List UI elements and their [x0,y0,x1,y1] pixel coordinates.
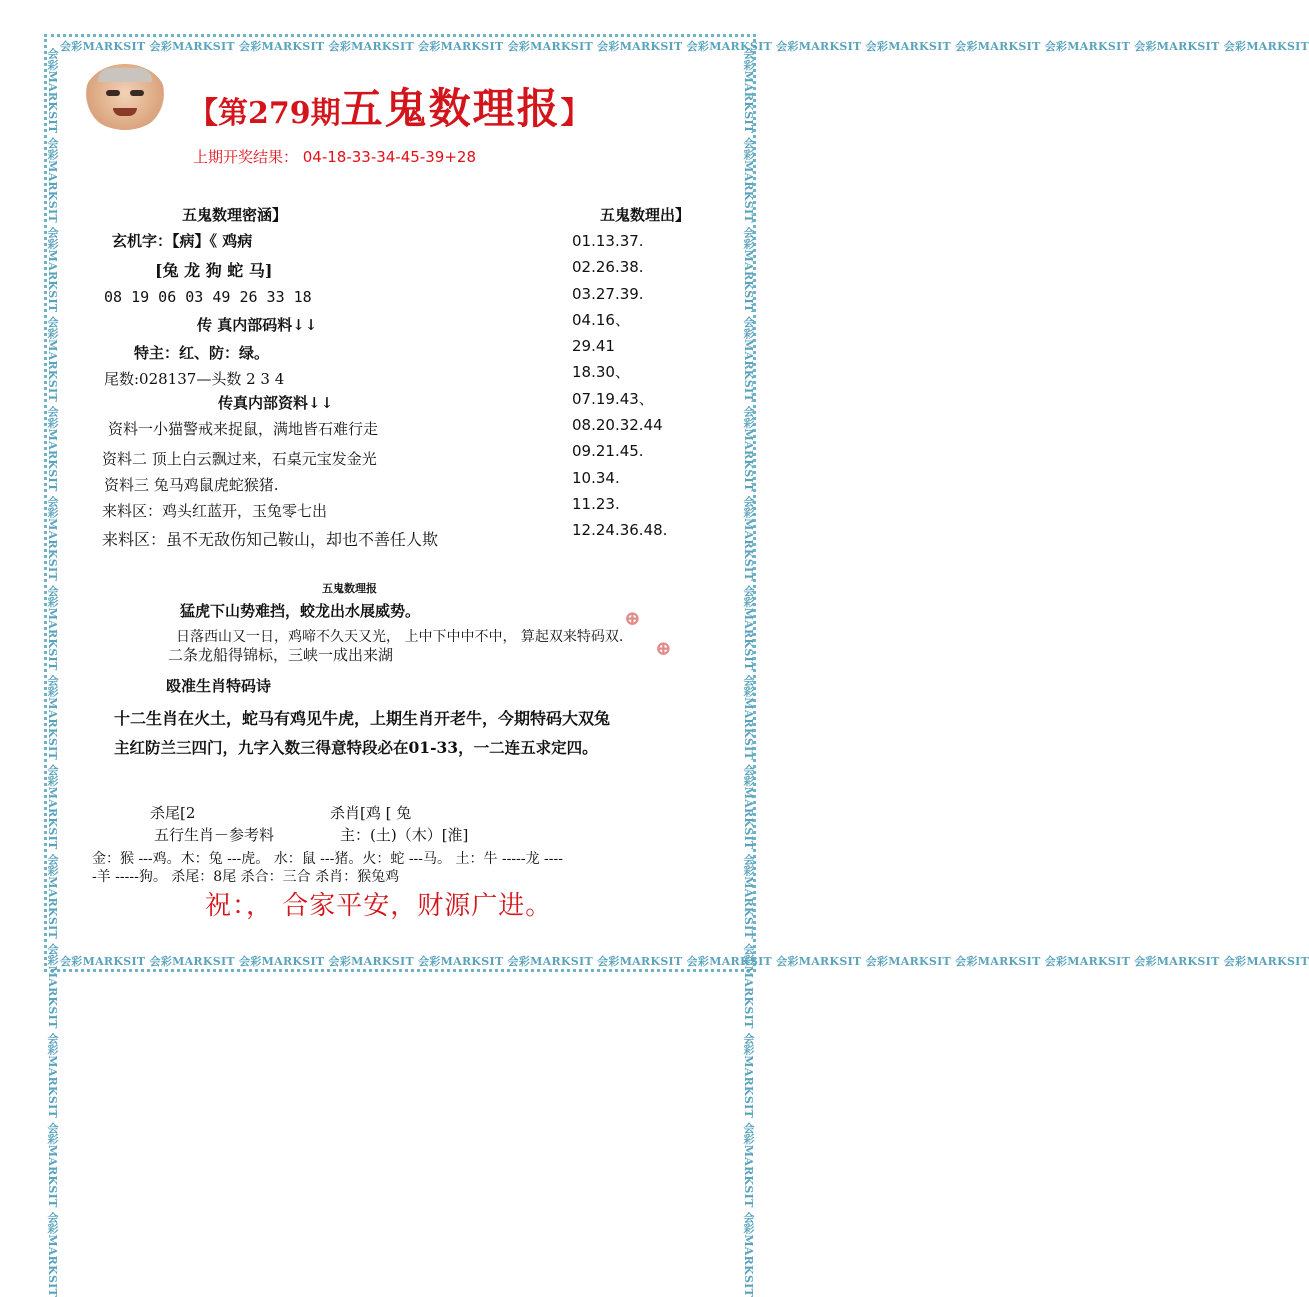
border-text-top: 会彩MARKSIT 会彩MARKSIT 会彩MARKSIT 会彩MARKSIT 会彩MARKSIT 会彩MARKSIT 会彩MARKSIT 会彩MARKSIT 会彩MARKSIT 会彩MARKSIT 会彩MARKSIT 会彩MARKSIT 会彩MARKSIT 会彩MARKSIT [60,40,1309,53]
elements-line-1: 金：猴 ---鸡。木：兔 ---虎。 水：鼠 ---猪。火：蛇 ---马。 土：牛 -----龙 ---- [92,851,563,867]
mystery-word: 玄机字：【病】《 鸡病 [112,232,253,250]
right-heading: 五鬼数理出】 [600,206,691,224]
info-2: 资料二 顶上白云飘过来，石桌元宝发金光 [102,450,377,468]
list-item: 07.19.43、 [572,389,654,408]
source-2: 来料区：虽不无敌伤知己鞍山，却也不善任人欺 [102,530,439,549]
special-color: 特主：红、防：绿。 [134,344,270,362]
kill-zodiac: 杀肖[鸡 [ 兔 [330,804,412,822]
fax-label-2: 传真内部资料↓↓ [218,394,334,412]
avatar [84,64,166,130]
list-item: 12.24.36.48. [572,521,668,540]
list-item: 10.34. [572,468,620,487]
list-item: 18.30、 [572,363,630,382]
list-item: 02.26.38. [572,258,644,277]
left-heading: 五鬼数理密涵】 [182,206,288,224]
poem-line-3: 二条龙船得锦标，三峡一成出来湖 [168,646,394,664]
main-element: 主：(土)（木）[淮] [340,826,469,844]
five-elements-label: 五行生肖－参考料 [154,826,275,844]
border-text-left: 会彩MARKSIT 会彩MARKSIT 会彩MARKSIT 会彩MARKSIT 会彩MARKSIT 会彩MARKSIT 会彩MARKSIT 会彩MARKSIT 会彩MARKSIT 会彩MARKSIT 会彩MARKSIT 会彩MARKSIT 会彩MARKSIT 会彩MARKSIT [46,48,59,1297]
source-1: 来料区：鸡头红蓝开，玉兔零七出 [102,502,328,520]
list-item: 08.20.32.44 [572,416,663,435]
number-list: 08 19 06 03 49 26 33 18 [104,288,312,306]
last-result: 上期开奖结果： 04-18-33-34-45-39+28 [193,148,477,166]
list-item: 29.41 [572,337,615,356]
zodiac-list: [兔 龙 狗 蛇 马] [155,261,273,280]
blessing: 祝：， 合家平安，财源广进。 [205,891,553,921]
stamp-mark: ⊕ [655,636,672,660]
border-text-bottom: 会彩MARKSIT 会彩MARKSIT 会彩MARKSIT 会彩MARKSIT 会彩MARKSIT 会彩MARKSIT 会彩MARKSIT 会彩MARKSIT 会彩MARKSIT 会彩MARKSIT 会彩MARKSIT 会彩MARKSIT 会彩MARKSIT 会彩MARKSIT [60,955,1309,968]
elements-line-2: -羊 -----狗。 杀尾：8尾 杀合：三合 杀肖：猴兔鸡 [92,869,400,885]
kill-tail: 杀尾[2 [150,804,196,822]
bracket-close: 】 [560,96,591,131]
fax-label-1: 传 真内部码料↓↓ [197,316,318,334]
list-item: 01.13.37. [572,232,644,250]
bracket-open: 【 [188,96,218,131]
tail-numbers: 尾数:028137—头数 2 3 4 [104,370,285,388]
info-1: 资料一小猫警戒来捉鼠，满地皆石难行走 [108,420,379,438]
list-item: 03.27.39. [572,284,644,303]
verse-heading: 殴准生肖特码诗 [166,677,272,695]
list-item: 11.23. [572,494,620,513]
verse-2: 主红防兰三四门，九字入数三得意特段必在01-33，一二连五求定四。 [114,738,598,757]
page-title [188,76,591,136]
info-3: 资料三 兔马鸡鼠虎蛇猴猪. [104,476,279,494]
poem-small-heading: 五鬼数理报 [322,582,377,595]
poem-line-2: 日落西山又一日，鸡啼不久天又光， 上中下中中不中， 算起双来特码双. [176,629,624,645]
list-item: 04.16、 [572,310,630,329]
list-item: 09.21.45. [572,442,644,461]
stamp-mark: ⊕ [624,606,641,630]
poem-line-1: 猛虎下山势难挡，蛟龙出水展威势。 [180,602,421,620]
border-text-right: 会彩MARKSIT 会彩MARKSIT 会彩MARKSIT 会彩MARKSIT 会彩MARKSIT 会彩MARKSIT 会彩MARKSIT 会彩MARKSIT 会彩MARKSIT 会彩MARKSIT 会彩MARKSIT 会彩MARKSIT 会彩MARKSIT 会彩MARKSIT [742,48,755,1297]
number-groups [572,228,667,544]
issue-number: 第279期 [218,96,341,131]
verse-1: 十二生肖在火土，蛇马有鸡见牛虎，上期生肖开老牛，今期特码大双兔 [114,709,611,728]
paper-name: 五鬼数理报 [340,84,561,133]
